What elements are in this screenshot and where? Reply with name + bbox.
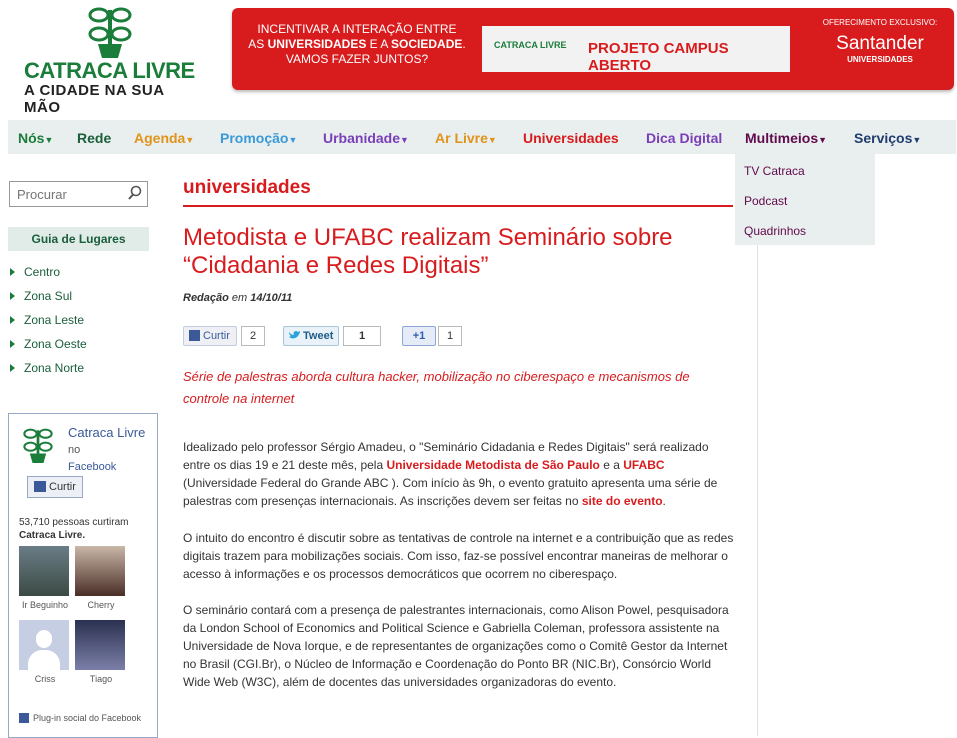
section-title[interactable]: universidades xyxy=(183,177,311,198)
facebook-icon xyxy=(19,713,29,723)
twitter-bird-icon xyxy=(288,330,301,340)
nav-item-rede[interactable] xyxy=(77,130,111,146)
triangle-right-icon xyxy=(10,268,15,276)
triangle-right-icon xyxy=(10,340,15,348)
curtir-count: 2 xyxy=(241,326,265,346)
campus-aberto-banner[interactable] xyxy=(232,8,954,90)
plusone-button[interactable]: +1 xyxy=(402,326,436,346)
dropdown-item-quadrinhos[interactable]: Quadrinhos xyxy=(744,224,807,238)
p1-text-b: e a xyxy=(599,458,624,472)
right-column-divider xyxy=(757,245,758,736)
campus-mini-logo: CATRACA LIVRE xyxy=(494,40,567,50)
triangle-right-icon xyxy=(10,316,15,324)
fb-like-label: Curtir xyxy=(49,481,76,493)
metodista-link[interactable]: Universidade Metodista de São Paulo xyxy=(386,458,600,472)
fb-facebook-text: Facebook xyxy=(68,461,117,473)
nav-label: Agenda xyxy=(134,130,186,146)
article-paragraph-2: O intuito do encontro é discutir sobre as tentativas de controle na internet e a contribuição que as redes digitais trazem para mobilizações sociais. Com isso, faz-se possível encontrar maneiras de melhorar o acesso à informações e os processos democráticos que ocorrem no ciberespaço. xyxy=(183,531,734,581)
section-divider xyxy=(183,205,733,207)
caret-down-icon: ▼ xyxy=(487,135,497,145)
ufabc-link[interactable]: UFABC xyxy=(623,458,665,472)
banner-line-3: VAMOS FAZER JUNTOS? xyxy=(285,52,429,66)
p1-text-a: Idealizado pelo professor Sérgio Amadeu, o "Seminário Cidadania e Redes Digitais" será realizado entre os dias 19 e 21 deste mês, pela xyxy=(183,440,709,472)
sponsor-sub: UNIVERSIDADES xyxy=(847,55,913,64)
main-nav xyxy=(8,120,956,154)
search-icon[interactable] xyxy=(127,185,143,201)
fb-page-name[interactable] xyxy=(68,425,148,475)
tweet-button[interactable] xyxy=(283,326,339,346)
banner-line-1: INCENTIVAR A INTERAÇÃO ENTRE xyxy=(257,22,457,36)
fb-like-button[interactable] xyxy=(27,476,83,498)
fan-name: Tiago xyxy=(89,674,113,684)
triangle-right-icon xyxy=(10,292,15,300)
sponsor-intro: OFERECIMENTO EXCLUSIVO: xyxy=(822,18,938,27)
article-lead: Série de palestras aborda cultura hacker, mobilização no ciberespaço e mecanismos de controle na internet xyxy=(183,369,690,406)
fan-name: Ir Beguinho xyxy=(21,600,69,610)
fan-photo xyxy=(19,546,69,596)
p1-text-d: . xyxy=(662,494,666,508)
fb-on-text: no xyxy=(68,444,81,456)
fan-name: Criss xyxy=(34,674,56,684)
zona-label: Zona Sul xyxy=(24,289,73,303)
fan-photo xyxy=(75,546,125,596)
plusone-count: 1 xyxy=(438,326,462,346)
nav-label: Rede xyxy=(77,130,112,146)
dropdown-item-podcast[interactable]: Podcast xyxy=(744,194,788,208)
fb-count-page: Catraca Livre. xyxy=(19,530,86,541)
caret-down-icon: ▼ xyxy=(185,135,195,145)
article-paragraph-3: O seminário contará com a presença de palestrantes internacionais, como Alison Powel, pesquisadora da London School of Economics and Political Science e Gabriella Coleman, professora assistente na Universidade de Nova Iorque, e de representantes de organizações como o Comitê Gestor da Internet no Brasil (CGI.Br), o Núcleo de Informação e Coordenação do Ponto BR (NIC.Br), Consórcio World Wide Web (W3C), além de docentes das universidades organizadoras do evento. xyxy=(183,603,729,689)
fan-avatar[interactable] xyxy=(75,546,127,610)
banner-univ: UNIVERSIDADES xyxy=(267,37,367,51)
zona-link-centro[interactable] xyxy=(10,265,60,279)
curtir-label: Curtir xyxy=(203,330,230,342)
sponsor-block xyxy=(810,18,950,64)
thumbs-up-icon xyxy=(34,481,46,492)
caret-down-icon: ▼ xyxy=(818,135,828,145)
nav-label: Nós xyxy=(18,130,45,146)
p1-text-c: (Universidade Federal do Grande ABC ). Com início às 9h, o evento gratuito apresenta uma série de palestras com presenças internacionais. As inscrições devem ser feitas no xyxy=(183,476,718,508)
fan-avatar[interactable] xyxy=(19,546,71,610)
nav-label: Dica Digital xyxy=(646,130,723,146)
catraca-page-avatar-icon[interactable] xyxy=(23,426,53,466)
fb-plugin-text: Plug-in social do Facebook xyxy=(33,713,142,723)
caret-down-icon: ▼ xyxy=(912,135,922,145)
nav-item-urbanidade[interactable] xyxy=(323,130,409,146)
zona-label: Centro xyxy=(24,265,61,279)
tweet-label: Tweet xyxy=(303,330,334,342)
banner-soc: SOCIEDADE xyxy=(391,37,463,51)
zona-link-norte[interactable] xyxy=(10,361,84,375)
caret-down-icon: ▼ xyxy=(288,135,298,145)
article-byline xyxy=(183,292,292,304)
fb-curtir-button[interactable] xyxy=(183,326,237,346)
search-input[interactable] xyxy=(15,183,124,205)
turnstile-logo-icon xyxy=(88,6,132,60)
zona-label: Zona Leste xyxy=(24,313,85,327)
caret-down-icon: ▼ xyxy=(44,135,54,145)
facebook-icon xyxy=(189,330,200,341)
byline-em: em xyxy=(228,292,251,304)
search-box xyxy=(9,181,148,207)
facebook-like-box xyxy=(8,413,158,738)
fan-avatar[interactable] xyxy=(19,620,71,684)
campus-box xyxy=(482,26,790,72)
nav-label: Promoção xyxy=(220,130,289,146)
article-date: 14/10/11 xyxy=(250,292,293,304)
banner-message xyxy=(242,22,472,67)
nav-item-universidades[interactable] xyxy=(523,130,619,146)
nav-item-ar-livre[interactable] xyxy=(435,130,497,146)
nav-item-promocao[interactable] xyxy=(220,130,297,146)
nav-item-dica-digital[interactable] xyxy=(646,130,722,146)
article-paragraph-1 xyxy=(183,438,735,510)
zona-label: Zona Oeste xyxy=(24,337,87,351)
nav-label: Ar Livre xyxy=(435,130,488,146)
nav-item-nos[interactable] xyxy=(18,130,53,146)
fb-like-count xyxy=(19,516,154,542)
fan-avatar[interactable] xyxy=(75,620,127,684)
fb-plugin-footer[interactable] xyxy=(19,713,141,723)
zona-link-oeste[interactable] xyxy=(10,337,87,351)
site-logo[interactable] xyxy=(22,6,197,116)
banner-dot: . xyxy=(462,37,466,51)
zona-link-leste[interactable] xyxy=(10,313,84,327)
zona-label: Zona Norte xyxy=(24,361,85,375)
caret-down-icon: ▼ xyxy=(400,135,409,145)
default-user-icon xyxy=(19,620,69,670)
article-author: Redação xyxy=(183,292,229,304)
nav-label: Multimeios xyxy=(745,130,819,146)
nav-label: Universidades xyxy=(523,130,619,146)
zona-link-sul[interactable] xyxy=(10,289,72,303)
nav-label: Serviços xyxy=(854,130,913,146)
sponsor-name: Santander xyxy=(836,33,924,54)
tweet-count: 1 xyxy=(343,326,381,346)
guia-title: Guia de Lugares xyxy=(8,227,149,251)
nav-label: Urbanidade xyxy=(323,130,401,146)
dropdown-item-tv-catraca[interactable]: TV Catraca xyxy=(744,164,805,178)
nav-item-servicos[interactable] xyxy=(854,130,921,146)
fb-count-text: 53,710 pessoas curtiram xyxy=(19,517,129,528)
nav-item-agenda[interactable] xyxy=(134,130,194,146)
nav-item-multimeios[interactable] xyxy=(745,130,827,146)
fb-page-name-text: Catraca Livre xyxy=(68,425,146,440)
banner-ea: E A xyxy=(366,37,392,51)
campus-label: PROJETO CAMPUS ABERTO xyxy=(588,40,729,74)
fan-photo xyxy=(75,620,125,670)
logo-brand: CATRACA LIVRE xyxy=(24,58,195,83)
multimeios-dropdown xyxy=(735,154,875,245)
banner-line-2 xyxy=(242,37,472,52)
triangle-right-icon xyxy=(10,364,15,372)
banner-as: AS xyxy=(248,37,268,51)
logo-tagline: A CIDADE NA SUA MÃO xyxy=(24,82,165,116)
fan-name: Cherry xyxy=(87,600,115,610)
article-title: Metodista e UFABC realizam Seminário sobre “Cidadania e Redes Digitais” xyxy=(183,224,673,279)
event-site-link[interactable]: site do evento xyxy=(581,494,663,508)
